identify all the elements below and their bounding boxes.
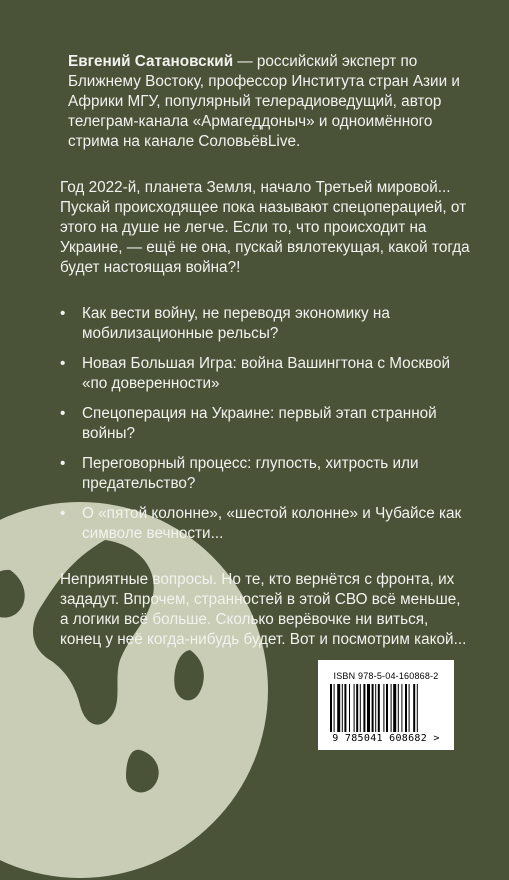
list-item: • Спецоперация на Украине: первый этап странной войны?: [60, 405, 437, 442]
list-item: • Переговорный процесс: глупость, хитрость или предательство?: [60, 455, 419, 492]
barcode-number: 9 785041 608682 >: [332, 733, 440, 744]
bullet-icon: •: [60, 455, 66, 472]
author-bio: [60, 52, 470, 152]
bullet-icon: •: [60, 505, 66, 522]
author-name: Евгений Сатановский: [68, 53, 234, 70]
back-cover-text: [60, 52, 470, 650]
list-item: • Как вести войну, не переводя экономику на мобилизационные рельсы?: [60, 305, 390, 342]
closing-paragraph: Неприятные вопросы. Но те, кто вернётся с фронта, их зададут. Впрочем, странностей в этой СВО всё меньше, а логики всё больше. Сколько верёвочке ни виться, конец у неё когда-нибудь будет. Вот и посмотрим какой...: [60, 571, 467, 648]
intro-paragraph: Год 2022-й, планета Земля, начало Третьей мировой... Пускай происходящее пока называют спецоперацией, от этого на душе не легче. Если то, что происходит на Украине, — ещё не она, пускай вялотекущая, какой тогда будет настоящая война?!: [60, 179, 470, 276]
author-bio-text: — российский эксперт по Ближнему Востоку, профессор Института стран Азии и Африки МГУ, популярный телерадиоведущий, автор телеграм-канала «Армагеддоныч» и одноимённого стрима на канале СоловьёвLive.: [68, 53, 460, 150]
list-item: • Новая Большая Игра: война Вашингтона с Москвой «по доверенности»: [60, 355, 451, 392]
question-list: [60, 304, 470, 544]
list-item: • О «пятой колонне», «шестой колонне» и Чубайсе как символе вечности...: [60, 505, 462, 542]
bullet-icon: •: [60, 305, 66, 322]
isbn-label: ISBN 978-5-04-160868-2: [333, 671, 439, 681]
barcode-icon: [330, 684, 442, 732]
bullet-icon: •: [60, 405, 66, 422]
barcode-box: [318, 660, 454, 750]
bullet-icon: •: [60, 355, 66, 372]
